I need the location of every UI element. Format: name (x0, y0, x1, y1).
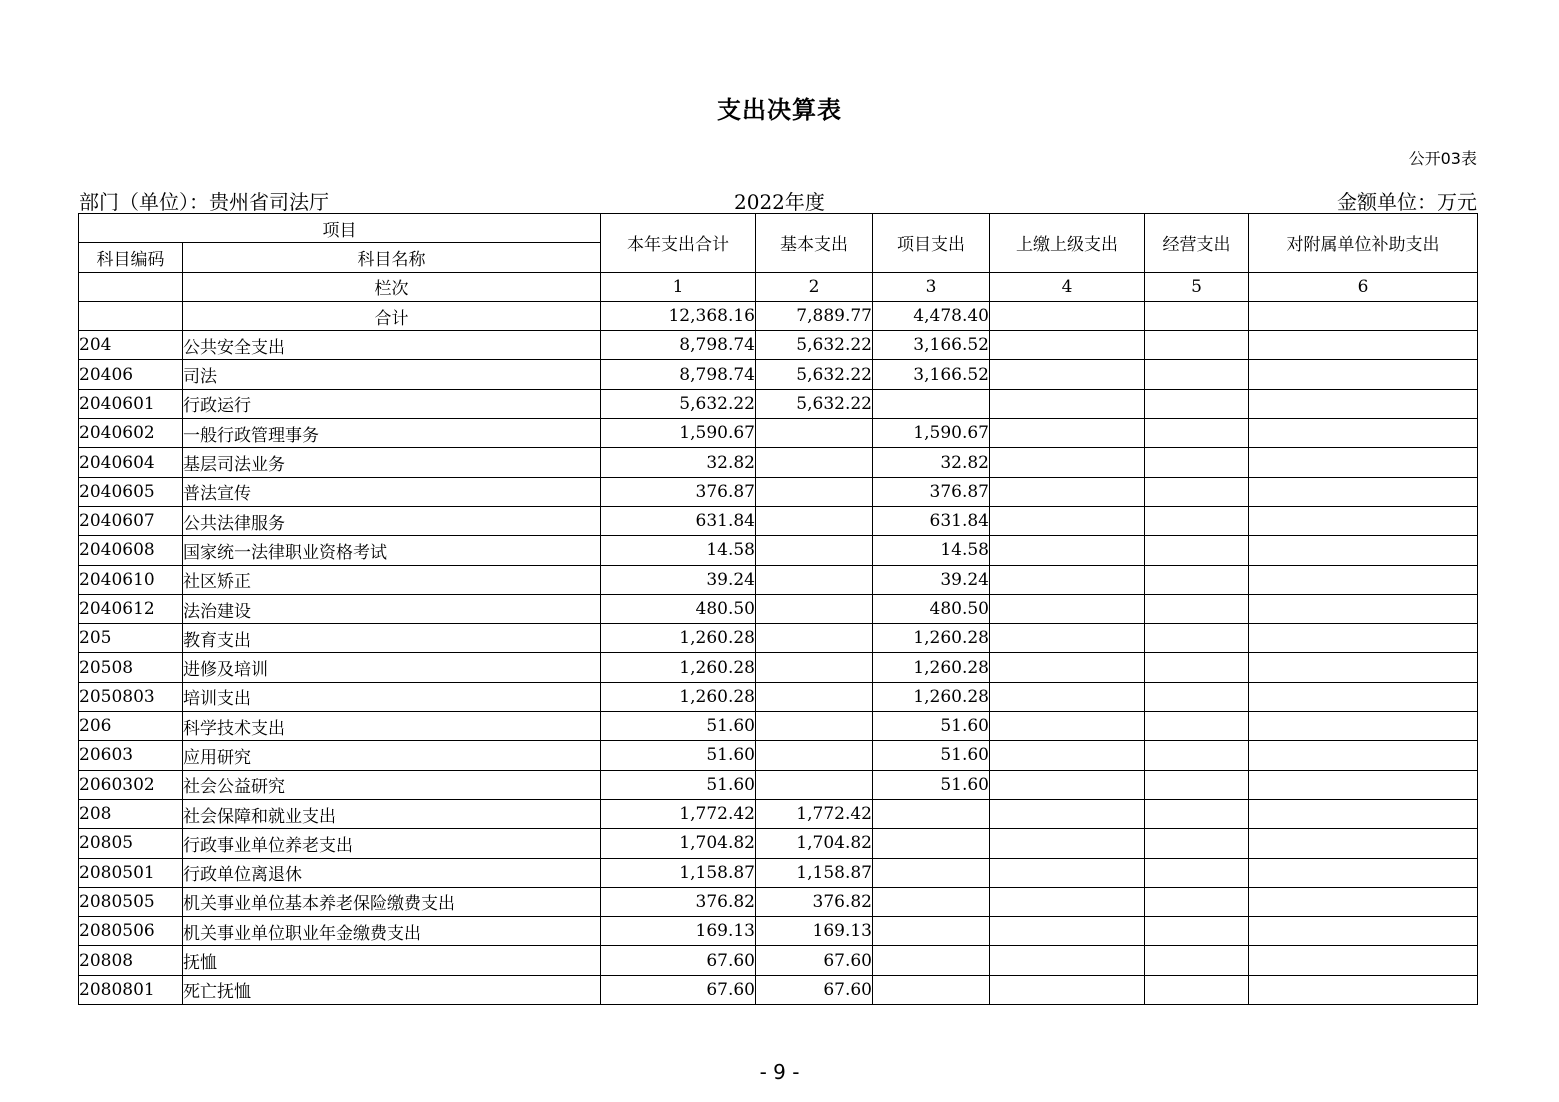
row-business (1145, 741, 1249, 770)
row-business (1145, 419, 1249, 448)
row-code: 2040604 (79, 448, 183, 477)
row-business (1145, 799, 1249, 828)
row-project: 1,260.28 (873, 682, 990, 711)
row-subsidy (1249, 565, 1478, 594)
row-upper (990, 448, 1145, 477)
row-business (1145, 477, 1249, 506)
row-basic: 1,704.82 (756, 829, 873, 858)
row-name: 教育支出 (183, 624, 601, 653)
row-total: 8,798.74 (601, 331, 756, 360)
row-name: 法治建设 (183, 594, 601, 623)
row-total: 67.60 (601, 946, 756, 975)
row-total: 39.24 (601, 565, 756, 594)
row-basic (756, 624, 873, 653)
row-business (1145, 506, 1249, 535)
row-code: 2040610 (79, 565, 183, 594)
row-basic: 67.60 (756, 946, 873, 975)
row-upper (990, 624, 1145, 653)
row-basic: 67.60 (756, 975, 873, 1004)
row-subsidy (1249, 829, 1478, 858)
row-total: 376.87 (601, 477, 756, 506)
table-row (79, 653, 1478, 682)
row-upper (990, 419, 1145, 448)
row-project (873, 975, 990, 1004)
row-subsidy (1249, 682, 1478, 711)
row-upper (990, 653, 1145, 682)
row-basic: 5,632.22 (756, 389, 873, 418)
amount-unit-label: 金额单位：万元 (1337, 190, 1477, 214)
row-business (1145, 829, 1249, 858)
row-basic: 5,632.22 (756, 331, 873, 360)
row-code: 2040607 (79, 506, 183, 535)
row-upper (990, 917, 1145, 946)
column-number-2: 2 (756, 272, 873, 301)
row-total: 1,704.82 (601, 829, 756, 858)
row-name: 行政运行 (183, 389, 601, 418)
row-basic: 1,772.42 (756, 799, 873, 828)
row-total: 5,632.22 (601, 389, 756, 418)
row-total: 1,260.28 (601, 682, 756, 711)
row-name: 国家统一法律职业资格考试 (183, 536, 601, 565)
row-business (1145, 858, 1249, 887)
row-name: 培训支出 (183, 682, 601, 711)
row-upper (990, 712, 1145, 741)
column-number-row (79, 272, 1478, 301)
total-row (79, 301, 1478, 330)
column-number-4: 4 (990, 272, 1145, 301)
row-name: 行政事业单位养老支出 (183, 829, 601, 858)
row-project (873, 887, 990, 916)
row-business (1145, 712, 1249, 741)
row-code: 2080505 (79, 887, 183, 916)
row-project: 14.58 (873, 536, 990, 565)
row-basic (756, 712, 873, 741)
row-upper (990, 858, 1145, 887)
row-upper (990, 565, 1145, 594)
fiscal-year-label: 2022年度 (734, 190, 825, 214)
row-project: 51.60 (873, 712, 990, 741)
table-row (79, 829, 1478, 858)
row-total: 8,798.74 (601, 360, 756, 389)
row-subsidy (1249, 594, 1478, 623)
row-code: 2080801 (79, 975, 183, 1004)
row-total: 480.50 (601, 594, 756, 623)
row-upper (990, 389, 1145, 418)
row-code: 20508 (79, 653, 183, 682)
row-business (1145, 887, 1249, 916)
table-row (79, 419, 1478, 448)
row-subsidy (1249, 975, 1478, 1004)
row-total: 1,590.67 (601, 419, 756, 448)
row-project (873, 917, 990, 946)
column-number-5: 5 (1145, 272, 1249, 301)
row-upper (990, 975, 1145, 1004)
row-total: 1,260.28 (601, 653, 756, 682)
table-row (79, 624, 1478, 653)
row-code: 2040601 (79, 389, 183, 418)
table-row (79, 448, 1478, 477)
table-row (79, 975, 1478, 1004)
table-row (79, 946, 1478, 975)
form-number: 公开03表 (1408, 149, 1477, 168)
header-upper: 上缴上级支出 (990, 214, 1145, 273)
row-project: 51.60 (873, 770, 990, 799)
table-row (79, 536, 1478, 565)
row-project: 480.50 (873, 594, 990, 623)
table-row (79, 477, 1478, 506)
row-code: 20406 (79, 360, 183, 389)
row-basic (756, 536, 873, 565)
total-label: 合计 (183, 301, 601, 330)
table-row (79, 682, 1478, 711)
table-row (79, 799, 1478, 828)
row-subsidy (1249, 887, 1478, 916)
row-business (1145, 975, 1249, 1004)
row-business (1145, 448, 1249, 477)
department-label: 部门（单位）：贵州省司法厅 (79, 190, 329, 214)
row-upper (990, 741, 1145, 770)
header-name: 科目名称 (183, 243, 601, 272)
row-business (1145, 389, 1249, 418)
row-subsidy (1249, 741, 1478, 770)
row-project: 3,166.52 (873, 331, 990, 360)
table-row (79, 331, 1478, 360)
table-row (79, 712, 1478, 741)
row-basic (756, 477, 873, 506)
header-code: 科目编码 (79, 243, 183, 272)
table-row (79, 594, 1478, 623)
row-upper (990, 770, 1145, 799)
row-basic (756, 565, 873, 594)
row-name: 科学技术支出 (183, 712, 601, 741)
row-upper (990, 594, 1145, 623)
header-subsidy: 对附属单位补助支出 (1249, 214, 1478, 273)
row-upper (990, 331, 1145, 360)
row-upper (990, 506, 1145, 535)
row-subsidy (1249, 360, 1478, 389)
row-subsidy (1249, 448, 1478, 477)
row-subsidy (1249, 419, 1478, 448)
row-project: 631.84 (873, 506, 990, 535)
row-business (1145, 360, 1249, 389)
row-project: 32.82 (873, 448, 990, 477)
row-total: 1,260.28 (601, 624, 756, 653)
row-code: 206 (79, 712, 183, 741)
row-project: 39.24 (873, 565, 990, 594)
row-basic (756, 741, 873, 770)
row-business (1145, 565, 1249, 594)
row-code: 2040608 (79, 536, 183, 565)
header-business: 经营支出 (1145, 214, 1249, 273)
table-row (79, 741, 1478, 770)
column-number-3: 3 (873, 272, 990, 301)
row-upper (990, 887, 1145, 916)
row-business (1145, 946, 1249, 975)
row-project: 3,166.52 (873, 360, 990, 389)
row-business (1145, 653, 1249, 682)
header-project: 项目支出 (873, 214, 990, 273)
row-basic (756, 506, 873, 535)
row-code: 2050803 (79, 682, 183, 711)
row-total: 67.60 (601, 975, 756, 1004)
row-business (1145, 624, 1249, 653)
total-basic: 7,889.77 (756, 301, 873, 330)
table-row (79, 917, 1478, 946)
row-subsidy (1249, 389, 1478, 418)
row-basic (756, 653, 873, 682)
row-subsidy (1249, 858, 1478, 887)
row-code: 2080501 (79, 858, 183, 887)
table-row (79, 770, 1478, 799)
row-code: 20603 (79, 741, 183, 770)
row-business (1145, 594, 1249, 623)
row-project: 1,260.28 (873, 653, 990, 682)
row-code: 2060302 (79, 770, 183, 799)
table-row (79, 565, 1478, 594)
row-name: 社区矫正 (183, 565, 601, 594)
column-number-1: 1 (601, 272, 756, 301)
row-total: 169.13 (601, 917, 756, 946)
expenditure-table (78, 213, 1478, 1005)
header-total: 本年支出合计 (601, 214, 756, 273)
table-row (79, 360, 1478, 389)
row-total: 631.84 (601, 506, 756, 535)
row-basic (756, 448, 873, 477)
row-business (1145, 536, 1249, 565)
row-upper (990, 682, 1145, 711)
row-upper (990, 946, 1145, 975)
row-code: 208 (79, 799, 183, 828)
row-name: 行政单位离退休 (183, 858, 601, 887)
row-subsidy (1249, 799, 1478, 828)
header-basic: 基本支出 (756, 214, 873, 273)
total-project: 4,478.40 (873, 301, 990, 330)
row-name: 普法宣传 (183, 477, 601, 506)
row-basic (756, 594, 873, 623)
row-code: 2040602 (79, 419, 183, 448)
row-code: 205 (79, 624, 183, 653)
row-project: 1,590.67 (873, 419, 990, 448)
row-name: 司法 (183, 360, 601, 389)
row-project (873, 858, 990, 887)
row-upper (990, 799, 1145, 828)
page-title: 支出决算表 (717, 96, 842, 124)
row-total: 32.82 (601, 448, 756, 477)
table-row (79, 389, 1478, 418)
row-upper (990, 829, 1145, 858)
column-number-6: 6 (1249, 272, 1478, 301)
row-name: 基层司法业务 (183, 448, 601, 477)
table-row (79, 858, 1478, 887)
row-subsidy (1249, 536, 1478, 565)
row-basic (756, 419, 873, 448)
page-number: - 9 - (759, 1060, 800, 1084)
row-name: 公共法律服务 (183, 506, 601, 535)
row-subsidy (1249, 917, 1478, 946)
row-name: 一般行政管理事务 (183, 419, 601, 448)
row-subsidy (1249, 624, 1478, 653)
row-code: 204 (79, 331, 183, 360)
row-name: 社会公益研究 (183, 770, 601, 799)
row-code: 2080506 (79, 917, 183, 946)
row-name: 机关事业单位基本养老保险缴费支出 (183, 887, 601, 916)
row-project: 51.60 (873, 741, 990, 770)
row-project: 1,260.28 (873, 624, 990, 653)
row-basic: 169.13 (756, 917, 873, 946)
row-business (1145, 917, 1249, 946)
row-basic: 5,632.22 (756, 360, 873, 389)
row-total: 1,772.42 (601, 799, 756, 828)
row-name: 抚恤 (183, 946, 601, 975)
header-item: 项目 (79, 214, 601, 243)
row-total: 376.82 (601, 887, 756, 916)
row-name: 公共安全支出 (183, 331, 601, 360)
table-row (79, 887, 1478, 916)
row-name: 死亡抚恤 (183, 975, 601, 1004)
row-total: 1,158.87 (601, 858, 756, 887)
row-business (1145, 770, 1249, 799)
row-subsidy (1249, 653, 1478, 682)
row-subsidy (1249, 770, 1478, 799)
row-basic: 1,158.87 (756, 858, 873, 887)
row-business (1145, 331, 1249, 360)
row-subsidy (1249, 712, 1478, 741)
total-amount: 12,368.16 (601, 301, 756, 330)
row-basic (756, 770, 873, 799)
row-upper (990, 360, 1145, 389)
row-code: 20805 (79, 829, 183, 858)
table-row (79, 506, 1478, 535)
row-subsidy (1249, 506, 1478, 535)
row-upper (990, 477, 1145, 506)
row-upper (990, 536, 1145, 565)
row-business (1145, 682, 1249, 711)
row-code: 20808 (79, 946, 183, 975)
row-name: 机关事业单位职业年金缴费支出 (183, 917, 601, 946)
row-project: 376.87 (873, 477, 990, 506)
row-total: 51.60 (601, 741, 756, 770)
row-project (873, 829, 990, 858)
row-subsidy (1249, 477, 1478, 506)
row-name: 社会保障和就业支出 (183, 799, 601, 828)
row-project (873, 389, 990, 418)
column-number-label: 栏次 (183, 272, 601, 301)
row-code: 2040605 (79, 477, 183, 506)
row-subsidy (1249, 331, 1478, 360)
row-project (873, 946, 990, 975)
row-name: 进修及培训 (183, 653, 601, 682)
row-code: 2040612 (79, 594, 183, 623)
row-subsidy (1249, 946, 1478, 975)
row-name: 应用研究 (183, 741, 601, 770)
row-total: 14.58 (601, 536, 756, 565)
row-total: 51.60 (601, 770, 756, 799)
row-basic (756, 682, 873, 711)
row-project (873, 799, 990, 828)
row-total: 51.60 (601, 712, 756, 741)
row-basic: 376.82 (756, 887, 873, 916)
